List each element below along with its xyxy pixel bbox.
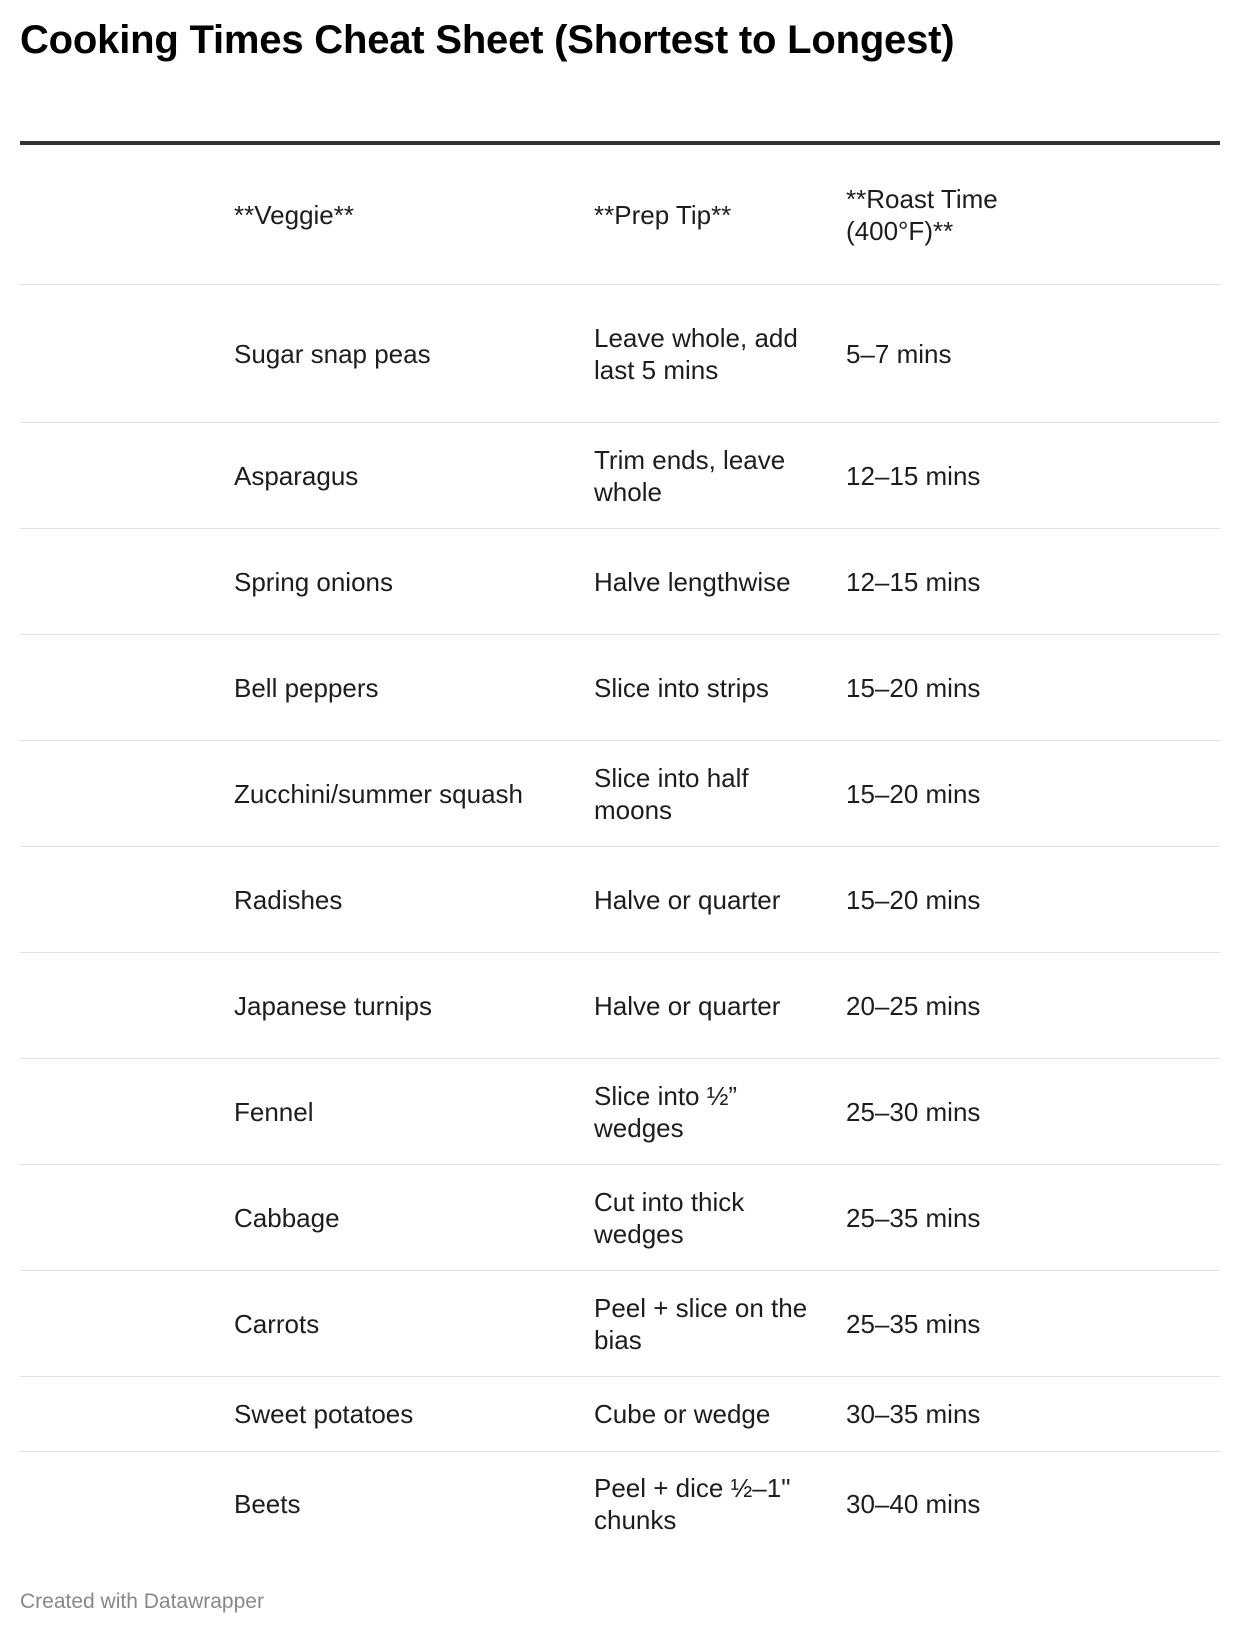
prep-tip-cell: Halve or quarter — [594, 884, 781, 915]
prep-tip-cell: Cube or wedge — [594, 1399, 771, 1429]
table-row — [20, 635, 1220, 741]
veggie-cell: Fennel — [234, 1096, 314, 1127]
roast-time-cell: 12–15 mins — [846, 460, 981, 491]
roast-time-cell: 20–25 mins — [846, 990, 981, 1021]
roast-time-cell: 30–35 mins — [846, 1399, 981, 1429]
page-title: Cooking Times Cheat Sheet (Shortest to Longest) — [20, 18, 955, 62]
table-row — [20, 1165, 1220, 1271]
veggie-cell: Sweet potatoes — [234, 1399, 414, 1429]
prep-tip-cell: Slice into strips — [594, 672, 769, 703]
roast-time-cell: 25–35 mins — [846, 1308, 981, 1339]
veggie-cell: Sugar snap peas — [234, 338, 431, 369]
roast-time-cell: 25–30 mins — [846, 1096, 981, 1127]
prep-tip-cell: Peel + dice ½–1" chunks — [594, 1473, 791, 1535]
roast-time-cell: 25–35 mins — [846, 1202, 981, 1233]
table-row — [20, 1452, 1220, 1556]
veggie-cell: Bell peppers — [234, 672, 379, 703]
veggie-cell: Zucchini/summer squash — [234, 778, 523, 809]
roast-time-cell: 5–7 mins — [846, 338, 952, 369]
table-row — [20, 953, 1220, 1059]
prep-tip-cell: Slice into ½” wedges — [594, 1080, 738, 1143]
roast-time-cell: 30–40 mins — [846, 1489, 981, 1519]
veggie-cell: Asparagus — [234, 460, 359, 491]
prep-tip-cell: Peel + slice on the bias — [594, 1292, 808, 1355]
prep-tip-cell: Trim ends, leave whole — [594, 444, 786, 507]
veggie-cell: Spring onions — [234, 566, 393, 597]
veggie-cell: Carrots — [234, 1308, 320, 1339]
table-row — [20, 847, 1220, 953]
veggie-cell: Japanese turnips — [234, 990, 433, 1021]
column-header-roast-time: **Roast Time (400°F)** — [846, 183, 998, 246]
table-header-row — [20, 145, 1220, 285]
table-row — [20, 741, 1220, 847]
prep-tip-cell: Slice into half moons — [594, 762, 749, 825]
roast-time-cell: 15–20 mins — [846, 672, 981, 703]
table-row — [20, 423, 1220, 529]
roast-time-cell: 15–20 mins — [846, 884, 981, 915]
roast-time-cell: 12–15 mins — [846, 566, 981, 597]
veggie-cell: Cabbage — [234, 1202, 340, 1233]
column-header-prep-tip: **Prep Tip** — [594, 199, 732, 230]
roast-time-cell: 15–20 mins — [846, 778, 981, 809]
veggie-cell: Beets — [234, 1489, 301, 1519]
table-row — [20, 285, 1220, 423]
table-row — [20, 529, 1220, 635]
column-header-veggie: **Veggie** — [234, 199, 354, 230]
prep-tip-cell: Halve or quarter — [594, 990, 781, 1021]
prep-tip-cell: Leave whole, add last 5 mins — [594, 322, 798, 385]
footer-credit: Created with Datawrapper — [20, 1590, 264, 1613]
cooking-times-table — [20, 141, 1220, 1556]
prep-tip-cell: Halve lengthwise — [594, 566, 791, 597]
prep-tip-cell: Cut into thick wedges — [594, 1186, 745, 1249]
table-row — [20, 1271, 1220, 1377]
table-row — [20, 1059, 1220, 1165]
veggie-cell: Radishes — [234, 884, 343, 915]
table-row — [20, 1377, 1220, 1452]
